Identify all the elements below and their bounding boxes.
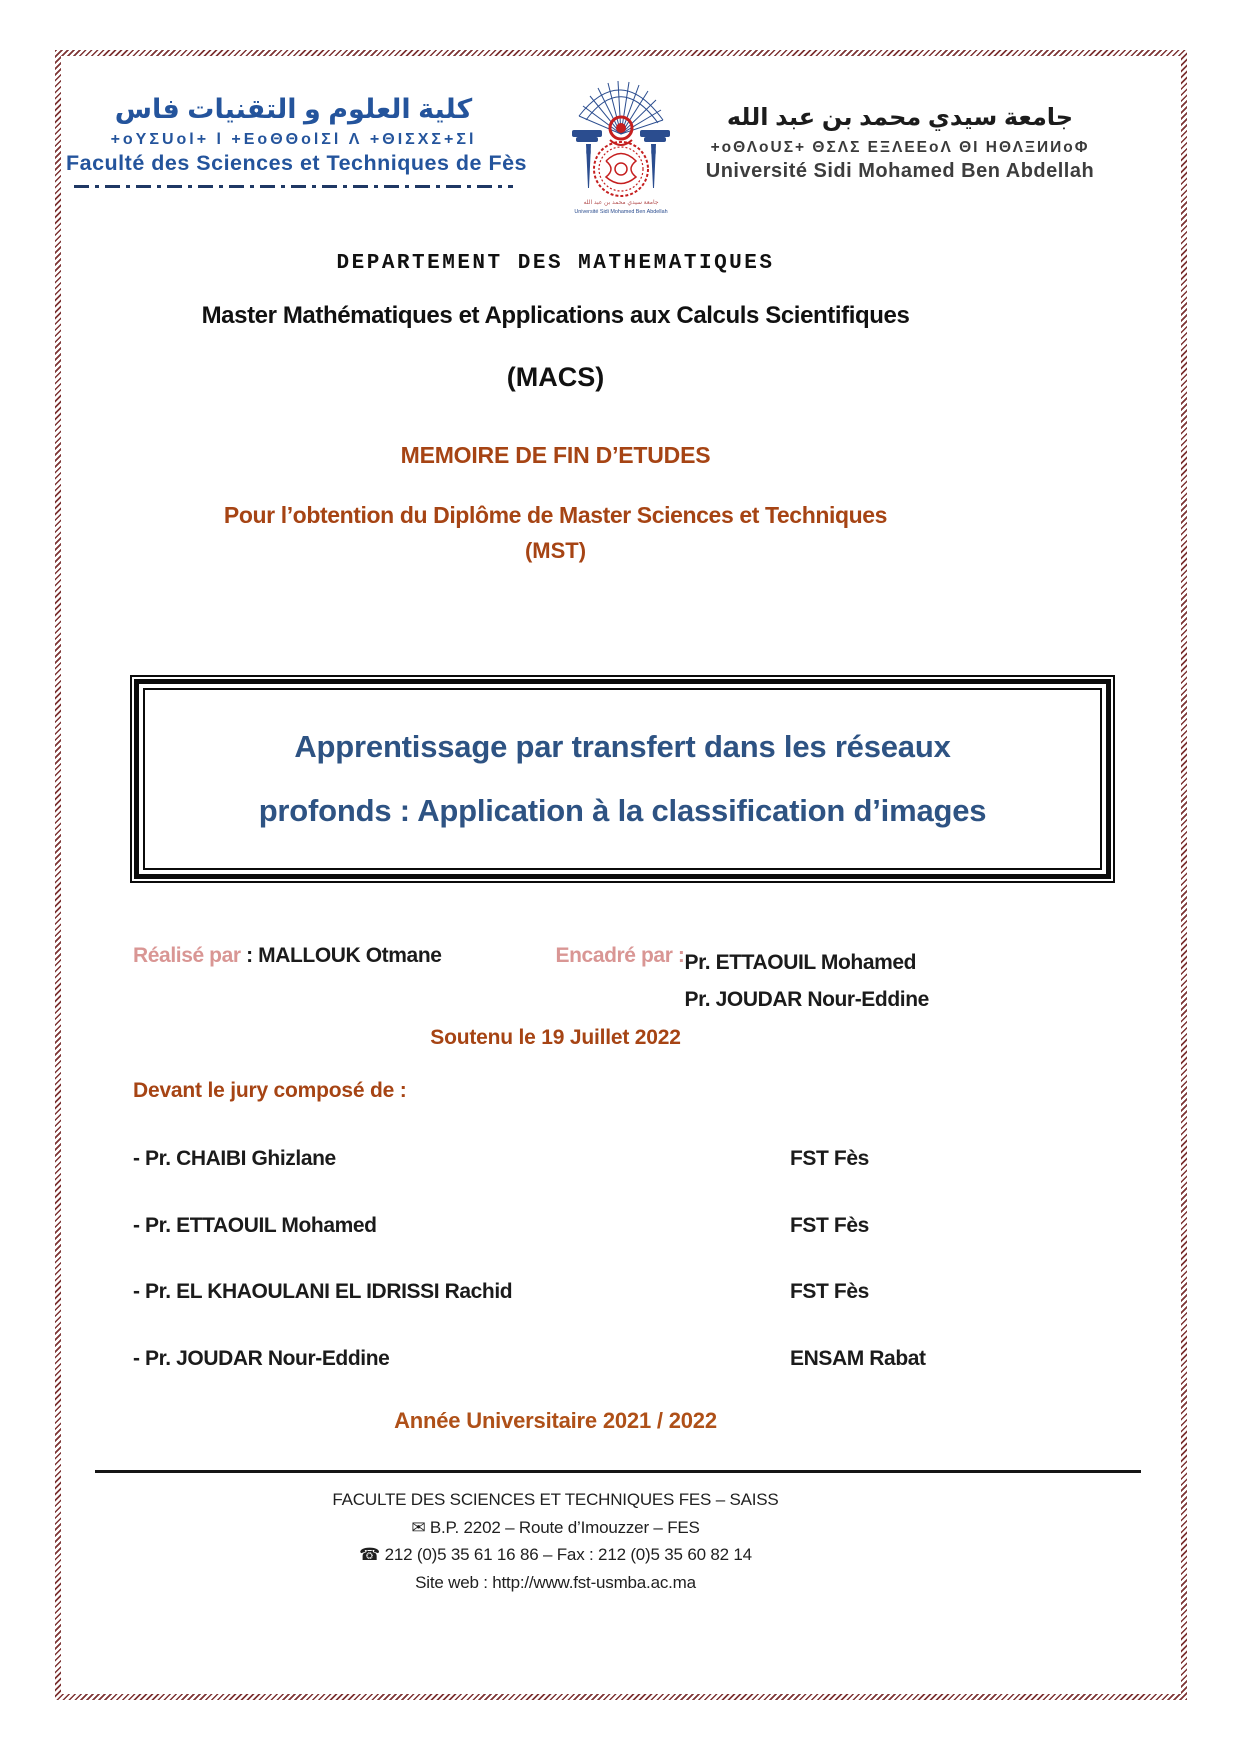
faculty-name-french: Faculté des Sciences et Techniques de Fès <box>66 151 528 176</box>
jury-row <box>133 1347 978 1371</box>
logo-caption-french: Université Sidi Mohamed Ben Abdellah <box>574 209 668 215</box>
jury-member-name: - Pr. JOUDAR Nour-Eddine <box>133 1347 390 1370</box>
footer-faculty-line: FACULTE DES SCIENCES ET TECHNIQUES FES – SAISS <box>332 1490 779 1509</box>
mst-abbreviation: (MST) <box>524 538 587 563</box>
footer-phone-line <box>133 1541 978 1569</box>
university-name-tifinagh: +oΘΛoUΣ+ ΘΣΛΣ ΕΞΛΕΕoΛ ΘΙ ΗΘΛΞИИoΦ <box>710 139 1090 157</box>
phone-icon: ☎ <box>359 1545 381 1564</box>
jury-member-name: - Pr. EL KHAOULANI EL IDRISSI Rachid <box>133 1280 513 1303</box>
dash-dot-divider <box>74 185 513 188</box>
master-program-heading: Master Mathématiques et Applications aux Calculs Scientifiques <box>201 302 910 329</box>
memoire-heading: MEMOIRE DE FIN D’ETUDES <box>400 442 711 468</box>
page-content-area <box>61 56 1181 1694</box>
logo-caption-arabic: جامعة سيدي محمد بن عبد الله <box>583 200 659 206</box>
macs-abbreviation: (MACS) <box>506 362 605 392</box>
title-box-inner-border <box>143 688 1102 870</box>
department-heading: DEPARTEMENT DES MATHEMATIQUES <box>336 252 775 275</box>
thesis-title-line2: profonds : Application à la classification d’images <box>258 793 987 828</box>
credits-row <box>133 944 978 1018</box>
thesis-title-line1: Apprentissage par transfert dans les réseaux <box>294 729 951 764</box>
jury-member-affiliation: FST Fès <box>790 1147 869 1170</box>
mail-icon: ✉ <box>411 1517 426 1537</box>
faculty-header-block <box>66 92 528 188</box>
jury-heading: Devant le jury composé de : <box>133 1079 407 1102</box>
title-box-middle-border <box>134 679 1111 879</box>
jury-member-affiliation: FST Fès <box>790 1214 869 1237</box>
faculty-name-arabic: كلية العلوم و التقنيات فاس <box>114 94 473 124</box>
author-label: Réalisé par <box>133 944 241 967</box>
supervisor-name-2: Pr. JOUDAR Nour-Eddine <box>684 988 929 1011</box>
author-line <box>133 944 556 1018</box>
jury-row <box>133 1147 978 1171</box>
supervisor-name-1: Pr. ETTAOUIL Mohamed <box>684 951 917 974</box>
university-header-block <box>661 102 1139 183</box>
university-name-french: Université Sidi Mohamed Ben Abdellah <box>705 160 1095 183</box>
jury-row <box>133 1214 978 1238</box>
footer-phone-text: 212 (0)5 35 61 16 86 – Fax : 212 (0)5 35 60 82 14 <box>380 1545 752 1564</box>
academic-year-line: Année Universitaire 2021 / 2022 <box>394 1408 717 1433</box>
footer-postal-line <box>133 1514 978 1542</box>
university-logo <box>566 76 676 221</box>
university-emblem-icon <box>566 76 676 221</box>
footer-address-block <box>133 1486 978 1596</box>
supervisor-label: Encadré par : <box>555 944 685 967</box>
jury-row <box>133 1280 978 1304</box>
jury-member-affiliation: FST Fès <box>790 1280 869 1303</box>
jury-member-affiliation: ENSAM Rabat <box>790 1347 926 1370</box>
footer-postal-text: B.P. 2202 – Route d’Imouzzer – FES <box>425 1517 700 1537</box>
author-name: : MALLOUK Otmane <box>240 944 442 967</box>
jury-member-name: - Pr. ETTAOUIL Mohamed <box>133 1214 377 1237</box>
footer-divider-rule <box>95 1470 1141 1473</box>
faculty-name-tifinagh: +oYΣUol+ l +ΕoΘΘolΣl Λ +ΘΙΣΧΣ+Σl <box>110 131 477 149</box>
diploma-purpose-line: Pour l’obtention du Diplôme de Master Sciences et Techniques <box>223 502 888 528</box>
thesis-title-box <box>130 675 1115 883</box>
footer-website-line: Site web : http://www.fst-usmba.ac.ma <box>415 1572 696 1592</box>
university-name-arabic: جامعة سيدي محمد بن عبد الله <box>726 104 1074 131</box>
defense-date-line: Soutenu le 19 Juillet 2022 <box>430 1026 681 1049</box>
supervisors-line <box>556 944 979 1018</box>
jury-member-name: - Pr. CHAIBI Ghizlane <box>133 1147 336 1170</box>
decorative-hatched-frame <box>55 50 1187 1700</box>
supervisor-names <box>685 944 929 1018</box>
